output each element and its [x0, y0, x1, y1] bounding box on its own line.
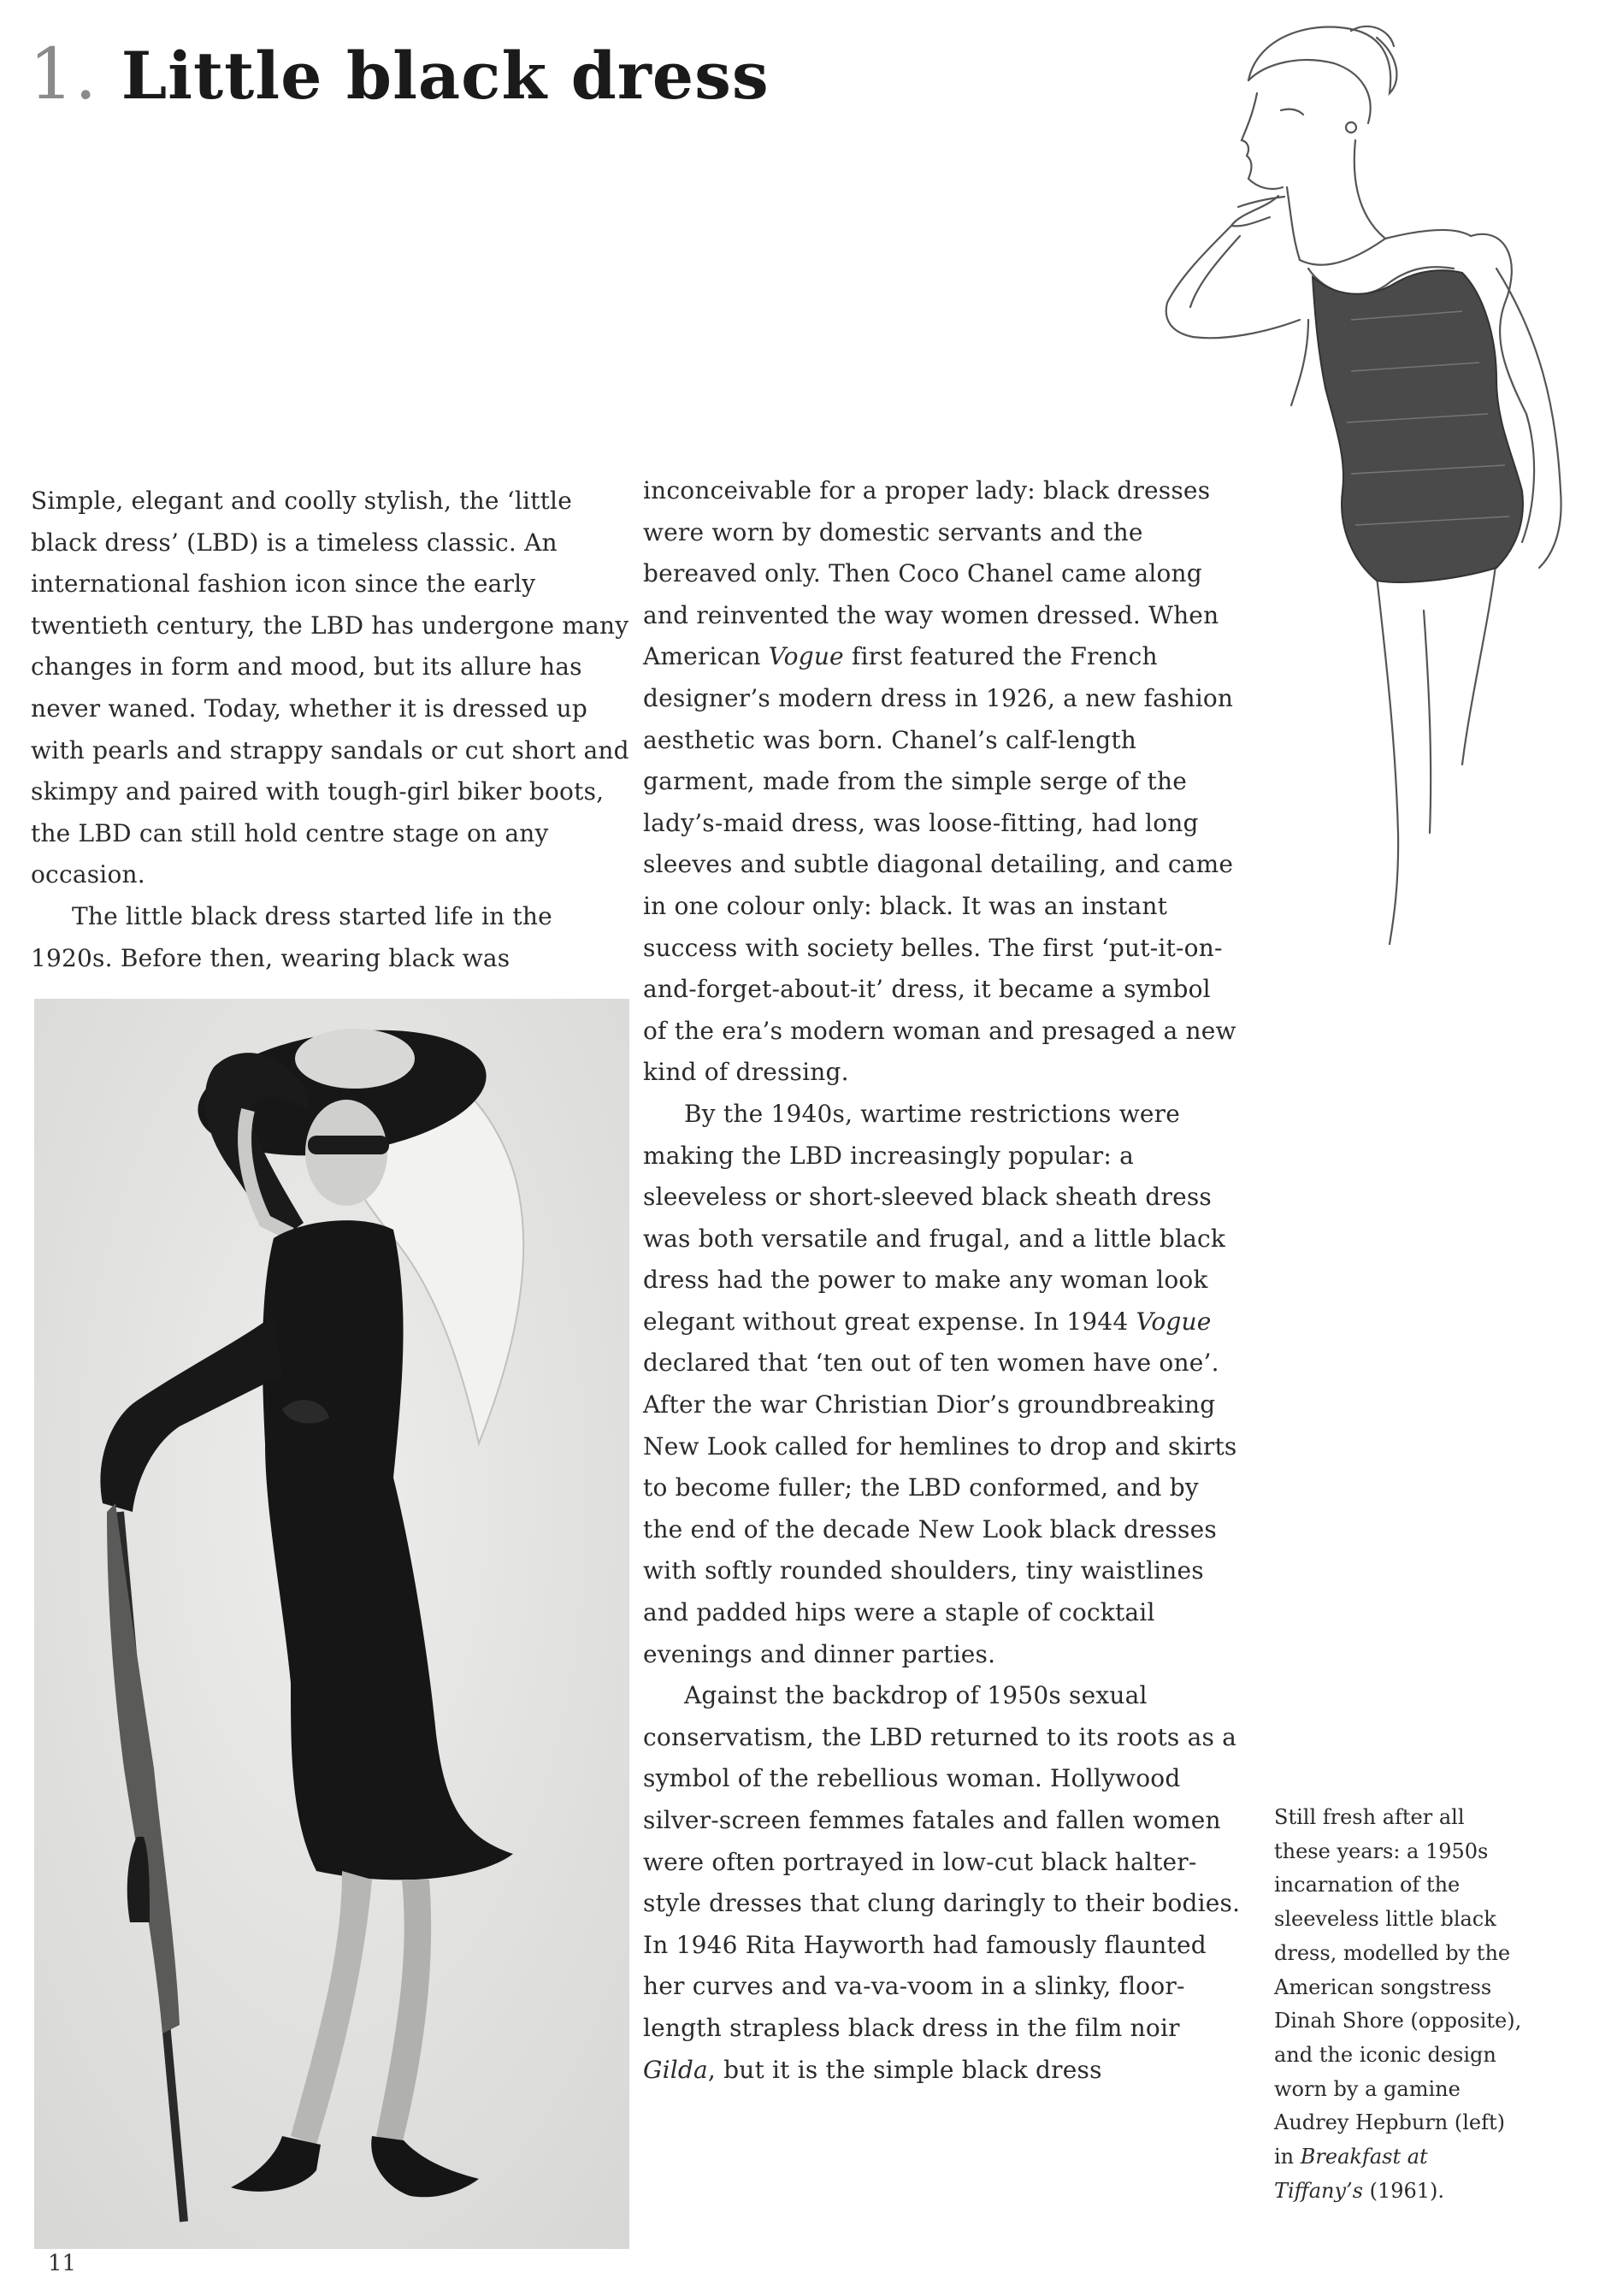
- caption-line: and the iconic design: [1274, 2042, 1496, 2067]
- caption-line: [1274, 2140, 1565, 2175]
- text-run: first featured the French designer’s modern dress in 1926, a new fashion aesthetic was born. Chanel’s calf-length garment, made from the simple serge of the lady’s-maid dress, was loose-fitting, had long sleeves and subtle diagonal detailing, and came in one colour only: black. It was an instant success with society belles. The first ‘put-it-on-and-forget-about-it’ dress, it became a symbol of the era’s modern woman and presaged a new kind of dressing.: [643, 642, 1236, 1087]
- text-run: , but it is the simple black dress: [707, 2055, 1102, 2084]
- film-title: Tiffany’s: [1274, 2178, 1363, 2203]
- film-title: Breakfast at: [1300, 2145, 1428, 2169]
- caption-line: sleeveless little black: [1274, 1907, 1496, 1932]
- text-run: By the 1940s, wartime restrictions were making the LBD increasingly popular: a sleeveless or short-sleeved black sheath dress was both versatile and frugal, and a little black dress had the power to make any woman look elegant without great expense. In 1944: [643, 1099, 1226, 1336]
- publication-name: Vogue: [1136, 1307, 1212, 1336]
- film-title: Gilda: [643, 2055, 708, 2084]
- caption-line: incarnation of the: [1274, 1873, 1461, 1898]
- paragraph: The little black dress started life in the 1920s. Before then, wearing black was: [31, 901, 552, 972]
- paragraph: [643, 1675, 1242, 2091]
- caption-line: American songstress: [1274, 1974, 1492, 1999]
- title-text: Little black dress: [121, 38, 770, 114]
- paragraph: Simple, elegant and coolly stylish, the ‘little black dress’ (LBD) is a timeless classic. An international fashion icon since the early twentieth century, the LBD has undergone many changes in form and mood, but its allure has never waned. Today, whether it is dressed up with pearls and strappy sandals or cut short and skimpy and paired with tough-girl biker boots, the LBD can still hold centre stage on any occasion.: [31, 487, 629, 889]
- paragraph: [643, 470, 1242, 1094]
- body-column-left: [31, 481, 629, 979]
- text-run: declared that ‘ten out of ten women have one’. After the war Christian Dior’s groundbreaking New Look called for hemlines to drop and skirts to become fuller; the LBD conformed, and by the end of the decade New Look black dresses with softly rounded shoulders, tiny waistlines and padded hips were a staple of cocktail evenings and dinner parties.: [643, 1349, 1237, 1668]
- caption-line: Audrey Hepburn (left): [1274, 2110, 1506, 2135]
- caption-text: (1961).: [1362, 2178, 1445, 2203]
- body-column-right: [643, 470, 1242, 2091]
- text-run: inconceivable for a proper lady: black dresses were worn by domestic servants and the bereaved only. Then Coco Chanel came along and reinvented the way women dressed. When American: [643, 476, 1219, 671]
- caption-line: Dinah Shore (opposite),: [1274, 2009, 1522, 2033]
- caption-line: [1274, 2175, 1565, 2209]
- caption-line: these years: a 1950s: [1274, 1839, 1489, 1863]
- caption-line: worn by a gamine: [1274, 2076, 1461, 2101]
- page-title: [29, 34, 770, 115]
- publication-name: Vogue: [768, 642, 844, 671]
- caption-line: dress, modelled by the: [1274, 1940, 1511, 1965]
- text-run: Against the backdrop of 1950s sexual conservatism, the LBD returned to its roots as a symbol of the rebellious woman. Hollywood silver-screen femmes fatales and fallen women were often portrayed in low-cut black halter-style dresses that clung daringly to their bodies. In 1946 Rita Hayworth had famously flaunted her curves and va-va-voom in a slinky, floor-length strapless black dress in the film noir: [643, 1681, 1241, 2042]
- title-number: 1.: [29, 34, 98, 115]
- photo-caption: [1274, 1801, 1565, 2208]
- paragraph: [643, 1094, 1242, 1675]
- caption-text: in: [1274, 2145, 1301, 2169]
- audrey-hepburn-photo: [34, 999, 629, 2249]
- page-number: 11: [48, 2251, 77, 2276]
- caption-line: Still fresh after all: [1274, 1805, 1465, 1829]
